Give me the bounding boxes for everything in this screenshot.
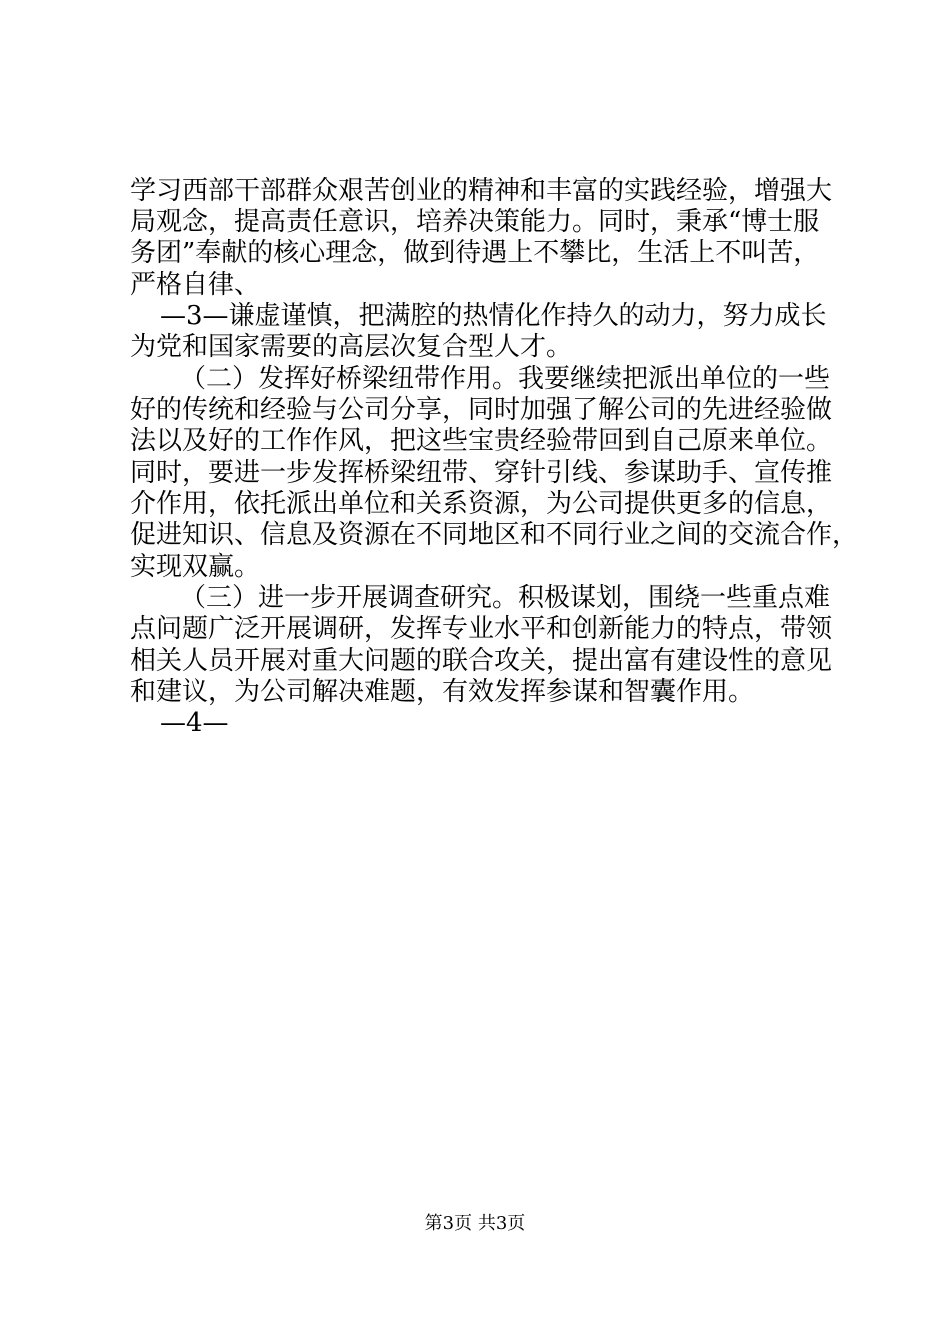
text-line: 相关人员开展对重大问题的联合攻关，提出富有建设性的意见 xyxy=(130,646,833,676)
text-line: 务团”奉献的核心理念，做到待遇上不攀比，生活上不叫苦， xyxy=(130,238,820,268)
page-footer: 第3页 共3页 xyxy=(424,1213,526,1234)
text-line: 法以及好的工作作风，把这些宝贵经验带回到自己原来单位。 xyxy=(130,426,833,456)
text-line: 为党和国家需要的高层次复合型人才。 xyxy=(130,332,573,362)
section-heading-2: （二）发挥好桥梁纽带作用。我要继续把派出单位的一些 xyxy=(180,364,831,394)
text-line: 和建议，为公司解决难题，有效发挥参谋和智囊作用。 xyxy=(130,677,755,707)
text-line: 介作用，依托派出单位和关系资源，为公司提供更多的信息， xyxy=(130,489,833,519)
text-line: 同时，要进一步发挥桥梁纽带、穿针引线、参谋助手、宣传推 xyxy=(130,458,833,488)
text-line: 促进知识、信息及资源在不同地区和不同行业之间的交流合作， xyxy=(130,520,859,550)
section-heading-3: （三）进一步开展调查研究。积极谋划，围绕一些重点难 xyxy=(180,583,831,613)
text-line: 好的传统和经验与公司分享，同时加强了解公司的先进经验做 xyxy=(130,395,833,425)
text-line: 点问题广泛开展调研，发挥专业水平和创新能力的特点，带领 xyxy=(130,614,833,644)
text-line: 学习西部干部群众艰苦创业的精神和丰富的实践经验，增强大 xyxy=(130,176,833,206)
page-number-marker: —4— xyxy=(160,708,229,738)
text-line: 局观念，提高责任意识，培养决策能力。同时，秉承“博士服 xyxy=(130,207,820,237)
text-line: 实现双赢。 xyxy=(130,552,261,582)
text-line: —3—谦虚谨慎，把满腔的热情化作持久的动力，努力成长 xyxy=(160,301,827,331)
text-line: 严格自律、 xyxy=(130,270,261,300)
